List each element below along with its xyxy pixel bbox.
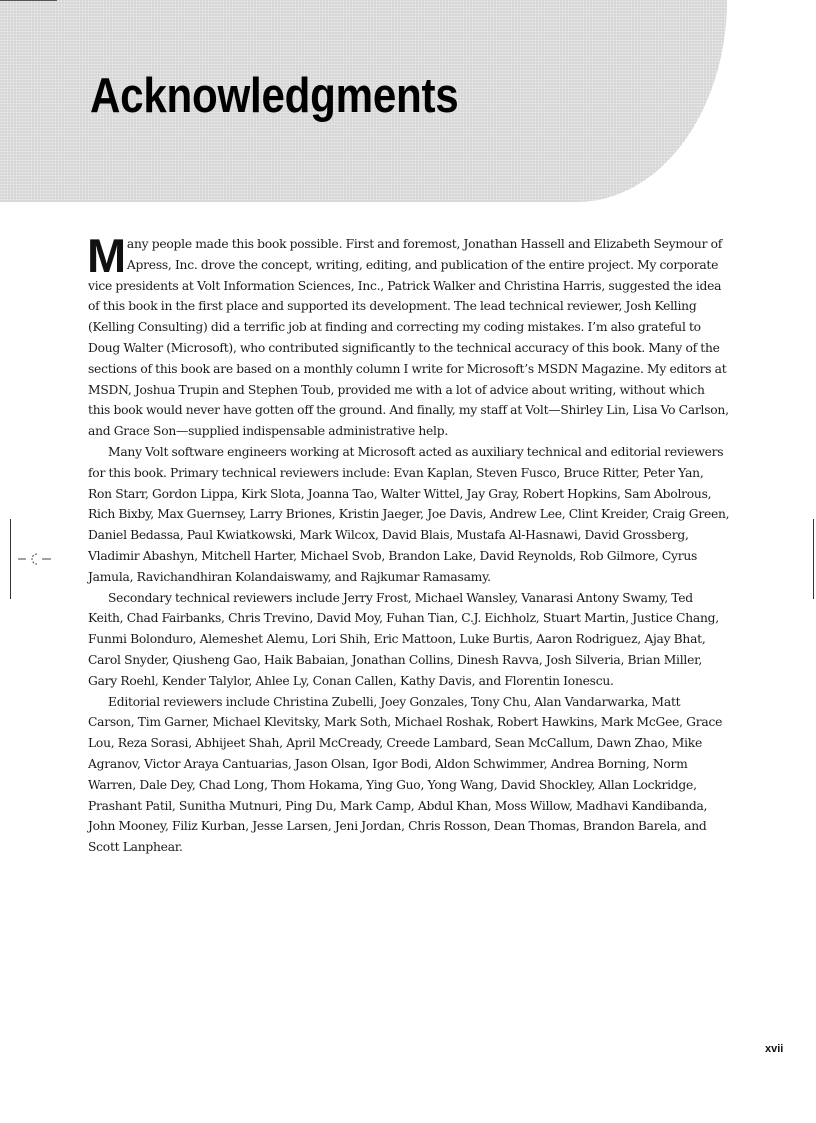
paragraph-3: Secondary technical reviewers include Jerry Frost, Michael Wansley, Vanarasi Antony Swamy, Ted Keith, Chad Fairbanks, Chris Trevino, David Moy, Fuhan Tian, C.J. Eichholz, Stuart Martin, Justice Chang, Funmi Bolonduro, Alemeshet Alemu, Lori Shih, Eric Mattoon, Luke Burtis, Aaron Rodriguez, Ajay Bhat, Carol Snyder, Qiusheng Gao, Haik Babaian, Jonathan Collins, Dinesh Ravva, Josh Silveria, Brian Miller, Gary Roehl, Kender Talylor, Ahlee Ly, Conan Callen, Kathy Davis, and Florentin Ionescu. bbox=[88, 590, 719, 688]
registration-mark-icon bbox=[18, 551, 52, 567]
chapter-title: Acknowledgments bbox=[90, 69, 459, 123]
body-text bbox=[87, 229, 730, 858]
paragraph-1-text: any people made this book possible. First and foremost, Jonathan Hassell and Elizabeth Seymour of Apress, Inc. drove the concept, writing, editing, and publication of the entire project. My corporate vice presidents at Volt Information Sciences, Inc., Patrick Walker and Christina Harris, suggested the idea of this book in the first place and supported its development. The lead technical reviewer, Josh Kelling (Kelling Consulting) did a terrific job at finding and correcting my coding mistakes. I’m also grateful to Doug Walter (Microsoft), who contributed significantly to the technical accuracy of this book. Many of the sections of this book are based on a monthly column I write for Microsoft’s MSDN Magazine. My editors at MSDN, Joshua Trupin and Stephen Toub, provided me with a lot of advice about writing, without which this book would never have gotten off the ground. And finally, my staff at Volt—Shirley Lin, Lisa Vo Carlson, and Grace Son—supplied indispensable administrative help. bbox=[88, 237, 729, 439]
crop-mark-left bbox=[10, 519, 11, 599]
paragraph-2: Many Volt software engineers working at Microsoft acted as auxiliary technical and editorial reviewers for this book. Primary technical reviewers include: Evan Kaplan, Steven Fusco, Bruce Ritter, Peter Yan, Ron Starr, Gordon Lippa, Kirk Slota, Joanna Tao, Walter Wittel, Jay Gray, Robert Hopkins, Sam Abolrous, Rich Bixby, Max Guernsey, Larry Briones, Kristin Jaeger, Joe Davis, Andrew Lee, Clint Kreider, Craig Green, Daniel Bedassa, Paul Kwiatkowski, Mark Wilcox, David Blais, Mustafa Al-Hasnawi, David Grossberg, Vladimir Abashyn, Mitchell Harter, Michael Svob, Brandon Lake, David Reynolds, Rob Gilmore, Cyrus Jamula, Ravichandhiran Kolandaiswamy, and Rajkumar Ramasamy. bbox=[88, 444, 730, 584]
drop-cap: M bbox=[87, 229, 126, 282]
crop-mark-right bbox=[813, 519, 814, 599]
page-number: xvii bbox=[765, 1043, 784, 1055]
paragraph-1 bbox=[87, 229, 730, 442]
top-rule bbox=[0, 0, 57, 1]
paragraph-4: Editorial reviewers include Christina Zubelli, Joey Gonzales, Tony Chu, Alan Vandarwarka, Matt Carson, Tim Garner, Michael Klevitsky, Mark Soth, Michael Roshak, Robert Hawkins, Mark McGee, Grace Lou, Reza Sorasi, Abhijeet Shah, April McCready, Creede Lambard, Sean McCallum, Dawn Zhao, Mike Agranov, Victor Araya Cantuarias, Jason Olsan, Igor Bodi, Aldon Schwimmer, Andrea Borning, Norm Warren, Dale Dey, Chad Long, Thom Hokama, Ying Guo, Yong Wang, David Shockley, Allan Lockridge, Prashant Patil, Sunitha Mutnuri, Ping Du, Mark Camp, Abdul Khan, Moss Willow, Madhavi Kandibanda, John Mooney, Filiz Kurban, Jesse Larsen, Jeni Jordan, Chris Rosson, Dean Thomas, Brandon Barela, and Scott Lanphear. bbox=[88, 694, 723, 855]
